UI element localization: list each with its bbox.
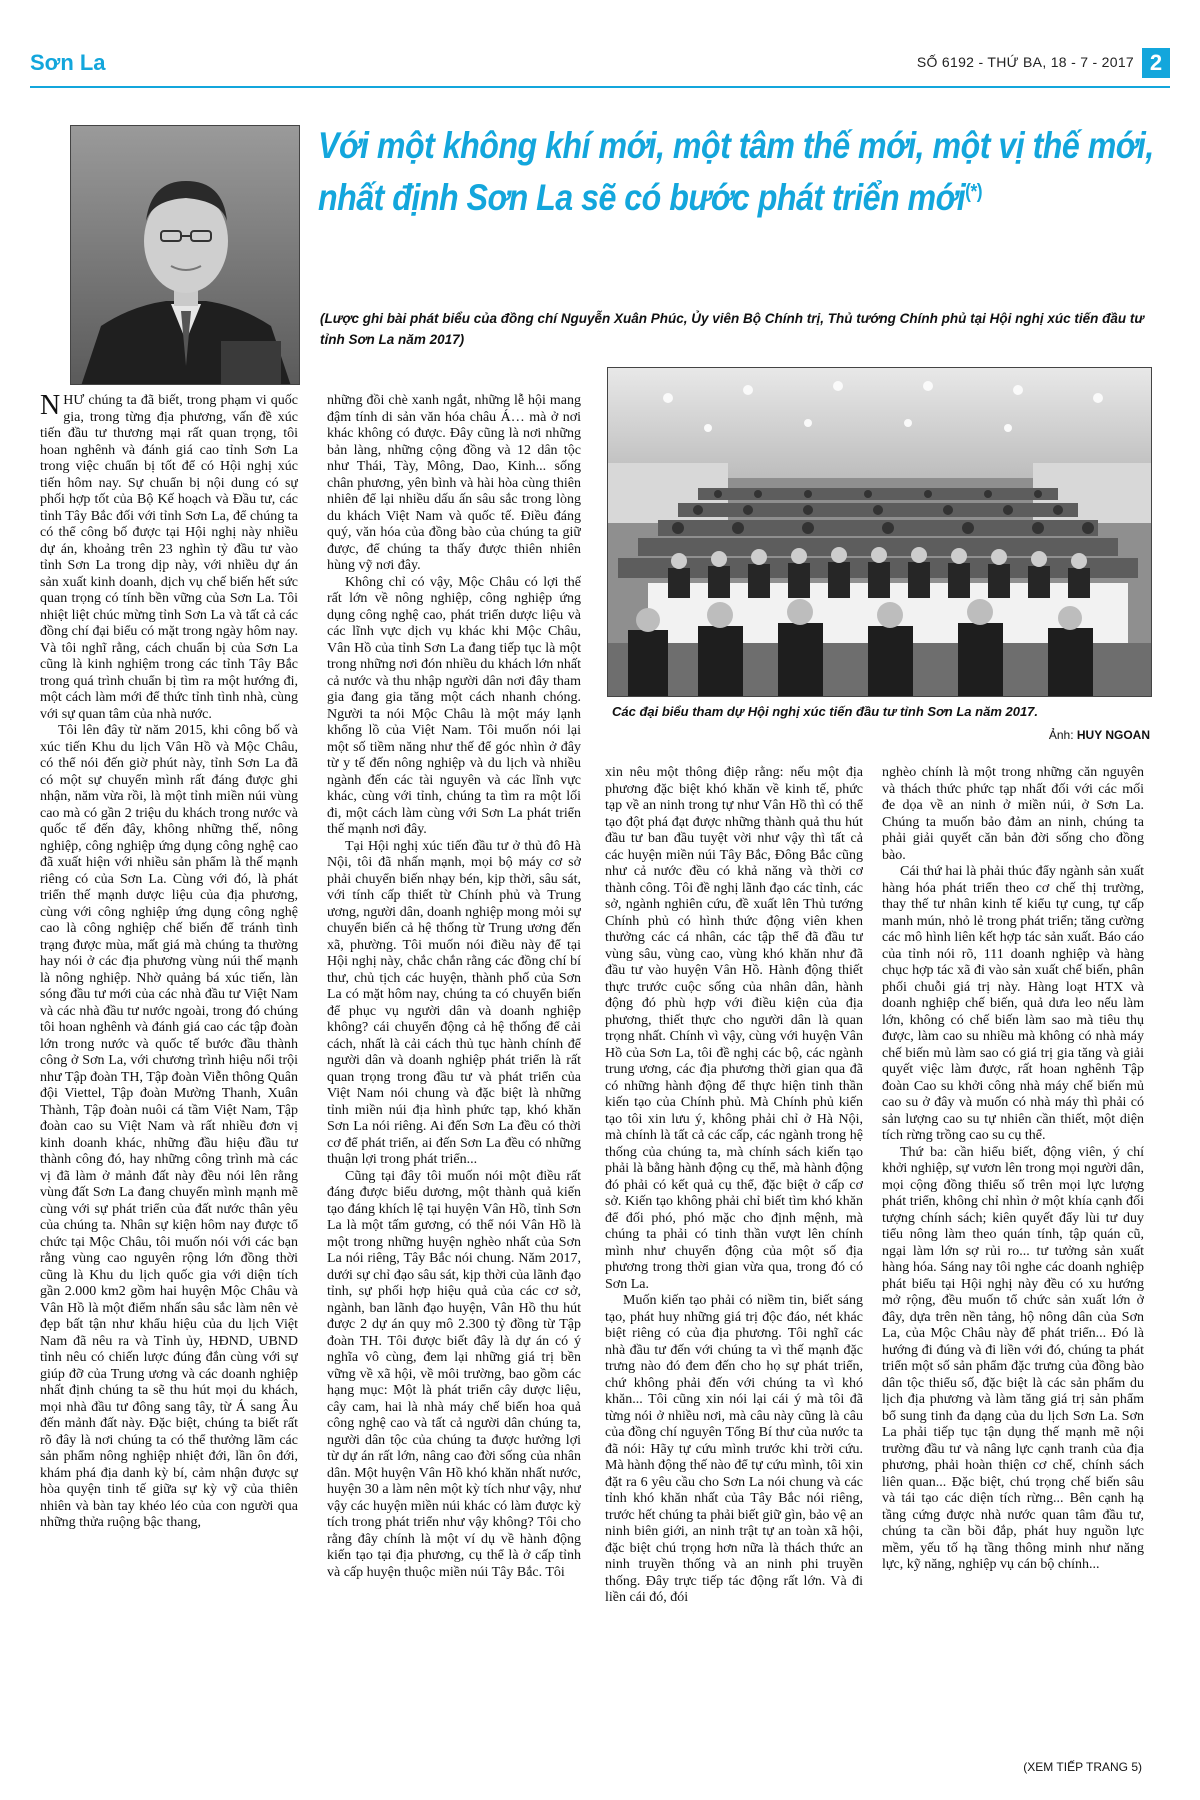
issue-date: SỐ 6192 - THỨ BA, 18 - 7 - 2017 (916, 54, 1134, 70)
photo-caption: Các đại biểu tham dự Hội nghị xúc tiến đầu tư tỉnh Sơn La năm 2017. (612, 704, 1039, 719)
credit-name: HUY NGOAN (1076, 728, 1150, 742)
paragraph: xin nêu một thông điệp rằng: nếu một địa phương đặc biệt khó khăn về kinh tế, phức tạp về an ninh trong tự như Vân Hồ thì có thể tạo đột phá đạt được những thành quả thu hút đầu tư ban đầu tuyệt vời như vậy thì tất cả các huyện miền núi Tây Bắc, Đông Bắc cũng như cả nước đều có khả năng và thời cơ thành công. Tôi đề nghị lãnh đạo các tỉnh, các sở, ngành nghiên cứu, đề xuất lên Thủ tướng Chính phủ có hình thức động viên khen thưởng các cá nhân, các tập thể đã đầu tư vùng sâu, vùng cao, vùng khó khăn như đã đầu tư vào huyện Vân Hồ. Hành động thiết thực trước cuộc sống của nhân dân, hành động đó phù hợp với điều kiện của địa phương, thiết thực cho người dân là quan trọng nhất. Chính vì vậy, cùng với huyện Vân Hồ của Sơn La, tôi đề nghị các bộ, các ngành trung ương, các địa phương thời gian qua đã có những hành động để thực hiện tinh thần kiến tạo của Chính phủ. Mà Chính phủ kiến tạo tôi xin lưu ý, không phải chỉ ở Hà Nội, mà chính là tất cả các cấp, các ngành trong hệ thống của chúng ta, mà chính sách kiến tạo phải là bằng hành động cụ thể, mà hành động đó phải có kết quả cụ thể, đặc biệt ở cấp cơ sở. Kiến tạo không phải chỉ biết tìm khó khăn để đối phó, phó mặc cho định mệnh, mà chúng ta phải có tinh thần vượt lên chính mình như chuyển động của một số địa phương trong thời gian vừa qua, trong đó có Sơn La. (605, 765, 863, 1292)
article-column-4 (882, 765, 1144, 1755)
paragraph: Thứ ba: cần hiểu biết, động viên, ý chí khởi nghiệp, sự vươn lên trong mọi người dân, mọi cộng đồng thiểu số trên mọi lực lượng phát triển, không chỉ nhìn ở một khía cạnh đối tượng chính sách; kiên quyết đẩy lùi tư duy tiểu nông làm theo quán tính, tập quán cũ, ngại làm lớn sợ rủi ro... tư tưởng sản xuất hàng hóa. Sáng nay tôi nghe các doanh nghiệp phát biểu tại Hội nghị này đều có xu hướng mở rộng, đều muốn tổ chức sản xuất lớn ở đây, dựa trên nền tảng, hộ nông dân của Sơn La, của Mộc Châu này để phát triển... Đó là hướng đi đúng và đi liền với đó, chúng ta phát triển một số sản phẩm đặc trưng của đồng bào dân tộc thiểu số, đặc biệt là các sản phẩm du lịch địa phương và làm tăng giá trị sản phẩm bổ sung tinh đa dạng của du lịch Sơn La. Sơn La phải tiếp tục tận dụng thế mạnh mẽ nội trường đầu tư và nâng lực cạnh tranh của địa phương, phải hoàn thiện cơ chế, chính sách liên quan... Đặc biệt, chú trọng chế biến sâu và tái tạo các diện tích rừng... Bên cạnh hạ tầng cứng được nhà nước quan tâm đầu tư, chúng ta cần bồi đắp, phát huy nguồn lực mềm, yếu tố hạ tầng thông minh như năng lực, kỹ năng, nghiệp vụ cán bộ chính... (882, 1144, 1144, 1572)
paragraph: Cái thứ hai là phải thúc đẩy ngành sản xuất hàng hóa phát triển theo cơ chế thị trường, thay thế tư nhân kinh tế kiểu tự cung, tự cấp manh mún, nhỏ lẻ trong phát triển; tăng cường các mô hình liên kết hợp tác sản xuất. Báo cáo của tỉnh nói rõ, 111 doanh nghiệp và hàng chục hợp tác xã đi vào sản xuất chế biến, phân phối chuỗi giá trị này. Hàng loạt HTX và doanh nghiệp chế biến, quả dưa leo nếu làm lớn, không có chế biến làm sao mà tiêu thụ được, làm cao su nhiều mà không có nhà máy chế biến mủ làm sao có giá trị gia tăng và giải quyết việc làm được, rất hoan nghênh Tập đoàn Cao su khởi công nhà máy chế biến mủ cao su ở đây và muốn có nhà máy thì phải có sản lượng cao su tự nhiên cần thiết, một diện tích rừng trồng cao su cụ thể. (882, 864, 1144, 1143)
headline-line-1: Với một không khí mới, một tâm thế mới, một vị thế mới, (318, 125, 1154, 166)
paragraph: những đồi chè xanh ngắt, những lễ hội mang đậm tính di sản văn hóa châu Á… mà ở nơi khác không có được. Đây cũng là nơi những bản làng, những cộng đồng và 12 dân tộc như Thái, Tày, Mông, Dao, Kinh... sống chân phương, yên bình và hài hòa cùng thiên nhiên để lại nhiều dấu ấn sâu sắc trong lòng du khách Việt Nam và quốc tế. Điều đáng quý, văn hóa của đồng bào của chúng ta giữ được, để chúng ta thấy được thiên nhiên hùng vỹ nơi đây. (327, 393, 581, 573)
conference-photo (607, 367, 1152, 697)
page-header (30, 48, 1170, 84)
headline-line-2-text: nhất định Sơn La sẽ có bước phát triển mới (318, 177, 966, 218)
article-headline (318, 120, 1154, 224)
paragraph-text: HƯ chúng ta đã biết, trong phạm vi quốc gia, trong từng địa phương, vấn đề xúc tiến đầu tư thương mại rất quan trọng, tôi hoan nghênh và đánh giá cao tỉnh Sơn La trong việc chuẩn bị tốt để có Hội nghị xúc tiến hôm nay. Sự chuẩn bị nội dung có sự phối hợp tốt của Bộ Kế hoạch và Đầu tư, các tỉnh Tây Bắc đối với tỉnh Sơn La, để chúng ta có thể công bố được tại Hội nghị này nhiều dự án, khoảng trên 23 nghìn tỷ đầu tư vào tỉnh Sơn La trong dịp này, với nhiều dự án sản xuất kinh doanh, dịch vụ chế biến hết sức quan trọng có tính bền vững của Sơn La. Tôi nhiệt liệt chúc mừng tỉnh Sơn La và tất cả các đồng chí đại biểu có mặt trong ngày hôm nay. Và tôi nghĩ rằng, cách chuẩn bị của Sơn La cũng là kinh nghiệm trong các tỉnh Tây Bắc trong quá trình chuẩn bị tìm ra một hướng đi, một cách làm mới để thức tỉnh tình nhà, cùng với sự quan tâm của nhà nước. (40, 393, 298, 722)
paragraph: Cũng tại đây tôi muốn nói một điều rất đáng được biểu dương, một thành quả kiến tạo đáng khích lệ tại huyện Vân Hồ, tỉnh Sơn La là một tấm gương, có thể nói Vân Hồ là một trong những huyện nghèo nhất của Sơn La nói riêng, Tây Bắc nói chung. Năm 2017, dưới sự chỉ đạo sâu sát, kịp thời của lãnh đạo tỉnh, sự phối hợp hiệu quả của các cơ sở, ngành, ban lãnh đạo huyện, Vân Hồ thu hút được 2 dự án quy mô 2.300 tỷ đồng từ Tập đoàn TH. Tôi được biết đây là dự án có ý nghĩa vô cùng, đem lại những giá trị bền vững về xã hội, về môi trường, bao gồm các hạng mục: Một là phát triển cây dược liệu, cây cam, hai là nhà máy chế biến hoa quả công nghệ cao và tất cả người dân chúng ta, người dân tộc của chúng ta được hưởng lợi từ dự án rất lớn, nâng cao đời sống của nhân dân. Một huyện Vân Hồ khó khăn nhất nước, huyện 30 a làm nên một kỳ tích như vậy, như vậy các huyện miền núi khác có làm được kỳ tích trong phát triển như vậy không? Tôi cho rằng đây chính là một ví dụ về hành động kiến tạo tại địa phương, cụ thể là ở cấp tỉnh và cấp huyện thuộc miền núi Tây Bắc. Tôi (327, 1168, 581, 1580)
header-rule (30, 86, 1170, 88)
headline-line-2 (318, 172, 1058, 224)
footnote-mark: (*) (965, 181, 982, 203)
paragraph: Muốn kiến tạo phải có niềm tin, biết sáng tạo, phát huy những giá trị độc đáo, nét khác biệt riêng có của địa phương. Tôi nghĩ các nhà đầu tư đến với chúng ta vì thế mạnh đặc trưng nào đó đem đến cho họ sự phát triển, chứ không phải đến với chúng ta vì khó khăn... Tôi cũng xin nói lại cái ý mà tôi đã từng nói ở nhiều nơi, mà câu này cũng là câu của đồng chí nguyên Tổng Bí thư của nước ta đã nói: Hãy tự cứu mình trước khi trời cứu. Mà hành động thế nào để tự cứu mình, tôi xin đặt ra 6 yêu cầu cho Sơn La nói chung và các tỉnh khó khăn nhất của Tây Bắc nói riêng, trước hết chúng ta phải biết giữ gìn, bảo vệ an ninh biên giới, an ninh trật tự an toàn xã hội, đặc biệt chú trọng hơn nữa là thách thức an ninh truyền thống và an ninh phi truyền thống. Đây trực tiếp tác động rất lớn. Và đi liền cái đó, đói (605, 1293, 863, 1605)
paragraph: Tôi lên đây từ năm 2015, khi công bố và xúc tiến Khu du lịch Vân Hồ và Mộc Châu, có thể nói đến giờ phút này, tỉnh Sơn La đã có một sự chuyển mình rất đáng được ghi nhận, năm vừa rồi, là một tỉnh miền núi vùng cao mà có gần 2 triệu du khách trong nước và quốc tế đến đây, không những thế, nông nghiệp, công nghiệp ứng dụng công nghệ cao đã xuất hiện với nhiều sản phẩm là thế mạnh riêng có của Sơn La. Cùng với đó, là phát triển thế mạnh dược liệu của địa phương, cùng với công nghiệp ứng dụng công nghệ cao là công nghiệp chế biến để tránh tình trạng được mùa, mất giá mà chúng ta thường hay nói ở các địa phương vùng núi thế mạnh là nông nghiệp. Nhờ quảng bá xúc tiến, làn sóng đầu tư mới của các nhà đầu tư Việt Nam và các nhà đầu tư nước ngoài, trong đó chúng tôi hoan nghênh và đánh giá cao các tập đoàn lớn trong nước và quốc tế bước đầu thành công ở Sơn La, với chương trình hiệu nổi trội như Tập đoàn TH, Tập đoàn Viễn thông Quân đội Viettel, Tập đoàn Mường Thanh, Xuân Thành, Tập đoàn nuôi cá tầm Việt Nam, Tập đoàn cao su Việt Nam và rất nhiều đơn vị kinh doanh khác, những đầu hiệu đầu tư thành công đó, hay những công trình mà các vị đã làm ở mảnh đất này đều nói lên rằng vùng đất Sơn La đang chuyển mình mạnh mẽ cùng với sự phát triển của đất nước thân yêu của chúng ta. Nhân sự kiện hôm nay được tổ chức tại Mộc Châu, tôi muốn nói với các bạn rằng vùng cao nguyên rộng lớn đồng thời cũng là Khu du lịch quốc gia với diện tích gần 2.000 km2 gồm hai huyện Mộc Châu và Vân Hồ là một điểm nhấn sâu sắc làm nên vẻ đẹp bất tận như khẩu hiệu của du lịch Việt Nam đã nêu ra và Tỉnh ủy, HĐND, UBND tỉnh nêu có chiến lược đúng đắn cùng với sự giúp đỡ của Trung ương và các doanh nghiệp nhất định chúng ta sẽ thu hút mọi du khách, mọi nhà đầu tư đông sang tây, từ Á sang Âu đến mảnh đất này. Đặc biệt, chúng ta biết rất rõ đây là nơi chúng ta có thể thưởng lãm các sản phẩm nông nghiệp nhiệt đới, lần ôn đới, khám phá địa danh kỳ bí, cảm nhận được sự hòa quyện tinh tế giữa sự kỳ vỹ của thiên nhiên và bàn tay khéo léo của con người qua những thửa ruộng bậc thang, (40, 723, 298, 1530)
article-lead: (Lược ghi bài phát biểu của đồng chí Nguyễn Xuân Phúc, Ủy viên Bộ Chính trị, Thủ tướng Chính phủ tại Hội nghị xúc tiến đầu tư tỉnh Sơn La năm 2017) (320, 311, 1145, 347)
photo-credit (1049, 728, 1150, 742)
article-column-1 (40, 393, 298, 1778)
continued-note: (XEM TIẾP TRANG 5) (1023, 1760, 1142, 1774)
paragraph: nghèo chính là một trong những căn nguyên và thách thức phức tạp nhất đối với các mối đe dọa về an ninh ở miền núi, ở Sơn La. Chúng ta muốn bảo đảm an ninh, chúng ta phải giải quyết căn bản đời sống cho đồng bào. (882, 765, 1144, 863)
portrait-photo (70, 125, 300, 385)
section-name: Sơn La (30, 50, 106, 75)
article-column-3 (605, 765, 863, 1778)
page-number: 2 (1142, 48, 1170, 78)
paragraph: Tại Hội nghị xúc tiến đầu tư ở thủ đô Hà Nội, tôi đã nhấn mạnh, mọi bộ máy cơ sở phải chuyển biến nhạy bén, kịp thời, sâu sát, với tính cấp thiết từ Chính phủ và Trung ương, người dân, doanh nghiệp mong mỏi sự chuyển biến cả hệ thống từ Trung ương đến xã, phường. Tôi muốn nói điều này để tại Hội nghị này, chắc chắn rằng các đồng chí bí thư, chủ tịch các huyện, thành phố của Sơn La có mặt hôm nay, chúng ta có chuyển biến để phục vụ người dân và doanh nghiệp không? cái chuyển động cả hệ thống để cải cách, nhất là cải cách thủ tục hành chính để người dân và doanh nghiệp phát triển là rất quan trọng trong đầu tư và phát triển của Việt Nam nói chung và đặc biệt là những tỉnh miền núi địa hình phức tạp, khó khăn Sơn La nói riêng. Ai đến Sơn La đều có thời cơ để phát triển, ai đến Sơn La đều có những thuận lợi trong phát triển... (327, 838, 581, 1167)
drop-cap: N (40, 393, 61, 421)
article-column-2 (327, 393, 581, 1778)
paragraph: Không chỉ có vậy, Mộc Châu có lợi thế rất lớn về nông nghiệp, công nghiệp ứng dụng công nghệ cao, phát triển dược liệu và các lĩnh vực dịch vụ khác khi Mộc Châu, Vân Hồ của tỉnh Sơn La đang tiếp tục là một trong những nơi đón nhiều du khách lớn nhất cả nước và thu nhập người dân nơi đây tham gia đang gia tăng một cách nhanh chóng. Người ta nói Mộc Châu là một máy lạnh khổng lồ của Việt Nam. Tôi muốn nói lại một số tiềm năng như thế để góc nhìn ở đây từ y tế đến nông nghiệp và du lịch và nhiều ngành đến các tài nguyên và các lĩnh vực khác, cùng với tỉnh, chúng ta tìm ra một lối đi, một cách làm cùng với Sơn La phát triển thế mạnh nơi đây. (327, 574, 581, 837)
paragraph (40, 393, 298, 723)
credit-prefix: Ảnh: (1048, 728, 1077, 742)
